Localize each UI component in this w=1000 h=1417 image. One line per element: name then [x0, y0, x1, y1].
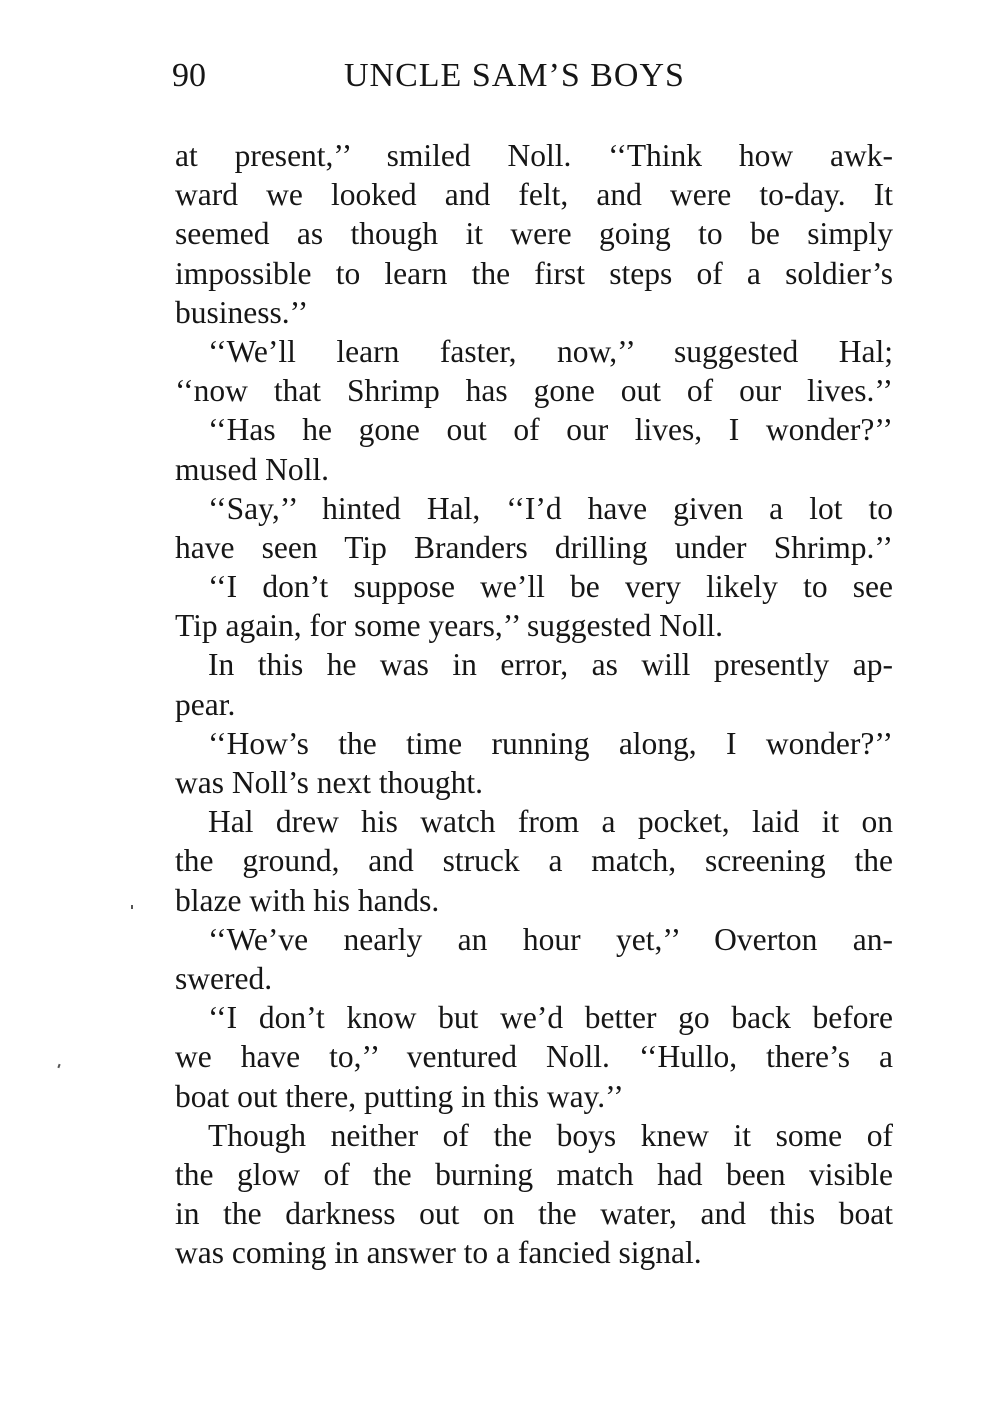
text-line: ‘‘Say,’’ hinted Hal, ‘‘I’d have given a lot to: [208, 490, 893, 526]
running-title: UNCLE SAM’S BOYS: [344, 57, 685, 94]
text-line: was coming in answer to a fancied signal.: [175, 1235, 702, 1271]
text-line: Hal drew his watch from a pocket, laid it on: [208, 804, 893, 840]
text-line: swered.: [175, 960, 273, 996]
text-line: ‘‘I don’t know but we’d better go back before: [208, 1000, 893, 1036]
text-line: Though neither of the boys knew it some of: [208, 1117, 893, 1153]
text-line: In this he was in error, as will presently ap-: [208, 647, 893, 683]
text-line: we have to,’’ ventured Noll. ‘‘Hullo, there’s a: [175, 1039, 893, 1075]
text-line: business.’’: [175, 294, 309, 330]
page-header: [172, 54, 892, 98]
text-line: ‘‘How’s the time running along, I wonder?’’: [208, 725, 893, 761]
text-line: mused Noll.: [175, 451, 329, 487]
text-line: the ground, and struck a match, screening the: [175, 843, 893, 879]
text-line: ‘‘We’ll learn faster, now,’’ suggested Hal;: [208, 333, 893, 369]
scan-speck: [57, 1064, 60, 1068]
text-line: ‘‘Has he gone out of our lives, I wonder?’’: [208, 412, 893, 448]
text-line: at present,’’ smiled Noll. ‘‘Think how awk-: [175, 138, 893, 173]
text-line: was Noll’s next thought.: [175, 765, 483, 800]
text-line: the glow of the burning match had been visible: [175, 1156, 893, 1192]
text-line: ward we looked and felt, and were to-day. It: [175, 177, 893, 213]
text-line: seemed as though it were going to be simply: [175, 216, 893, 252]
text-line: ‘‘I don’t suppose we’ll be very likely to see: [208, 569, 893, 605]
page-number: 90: [172, 57, 206, 94]
text-line: boat out there, putting in this way.’’: [175, 1078, 624, 1114]
text-line: impossible to learn the first steps of a soldier’s: [175, 255, 893, 291]
scan-speck: [131, 905, 133, 909]
text-line: Tip again, for some years,’’ suggested Noll.: [175, 608, 723, 644]
text-line: in the darkness out on the water, and this boat: [175, 1196, 893, 1232]
text-line: pear.: [175, 686, 236, 722]
text-line: have seen Tip Branders drilling under Shrimp.’’: [175, 529, 893, 565]
text-line: blaze with his hands.: [175, 882, 440, 918]
text-line: ‘‘We’ve nearly an hour yet,’’ Overton an-: [208, 921, 893, 957]
text-line: ‘‘now that Shrimp has gone out of our lives.’’: [175, 373, 893, 409]
body-text: [175, 136, 893, 1272]
